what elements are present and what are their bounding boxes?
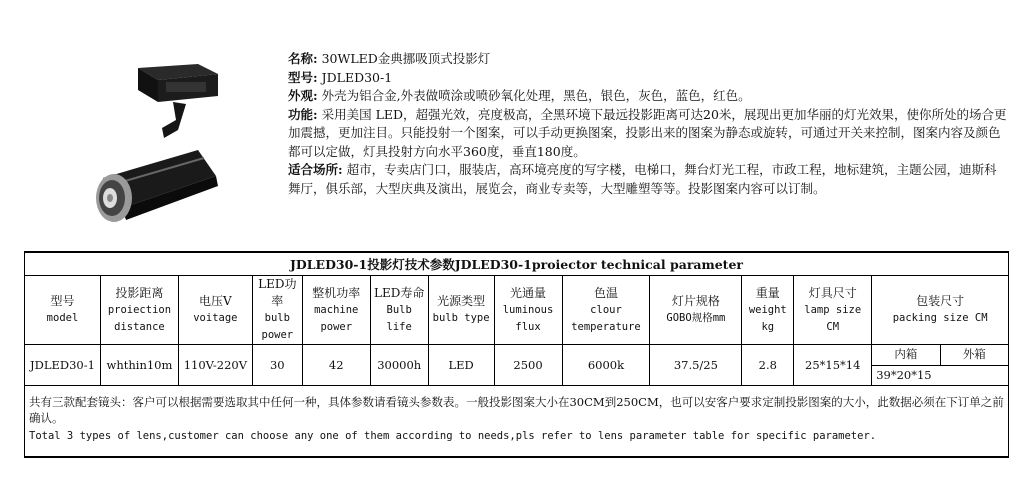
appearance-label: 外观: <box>288 88 318 103</box>
inner-box-value: 39*20*15 <box>876 367 932 382</box>
value-cell: JDLED30-1 <box>25 345 101 386</box>
venue-value: 超市，专卖店门口，服装店，高环境亮度的写字楼，电梯口，舞台灯光工程，市政工程，地标建筑，主题公园，迪斯科舞厅，俱乐部，大型庆典及演出，展览会，商业专卖等，大型雕塑等等。投影图案内容可以订制。 <box>288 162 997 196</box>
header-cell: 包装尺寸 packing size CM <box>872 276 1009 345</box>
table-title: JDLED30-1投影灯技术参数JDLED30-1proiector technical parameter <box>25 252 1009 276</box>
header-cell: 灯片规格 GOBO规格mm <box>650 276 742 345</box>
header-row <box>25 276 1009 345</box>
header-cell: 电压V voitage <box>178 276 252 345</box>
note-en: Total 3 types of lens,customer can choose any one of them according to needs,pls refer to lens parameter table for specific parameter. <box>29 430 877 442</box>
inner-box-label: 内箱 <box>872 345 940 365</box>
value-cell: 30000h <box>370 345 428 386</box>
header-cell: 光通量 luminous flux <box>494 276 562 345</box>
value-cell: 37.5/25 <box>650 345 742 386</box>
header-cell: 色温 clour temperature <box>562 276 650 345</box>
notes-cell <box>25 386 1009 458</box>
value-cell: 25*15*14 <box>794 345 872 386</box>
header-cell: LED功率 bulb power <box>252 276 302 345</box>
function-label: 功能: <box>288 106 318 122</box>
name-value: 30WLED金典挪吸顶式投影灯 <box>321 51 491 66</box>
value-cell: whthin10m <box>100 345 178 386</box>
technical-parameter-table <box>24 251 1009 458</box>
header-cell: 投影距离 proiection distance <box>100 276 178 345</box>
header-cell: 光源类型 bulb type <box>428 276 494 345</box>
value-cell: LED <box>428 345 494 386</box>
value-cell: 30 <box>252 345 302 386</box>
table-row <box>25 345 1009 386</box>
value-cell: 110V-220V <box>178 345 252 386</box>
value-cell: 2.8 <box>742 345 794 386</box>
function-value: 采用美国 LED，超强光效，亮度极高，全黑环境下最远投影距离可达20米，展现出更加华丽的灯光效果，使你所处的场合更加震撼，更加注目。只能投射一个图案，可以手动更换图案，投影出来的图案为静态或旋转，可通过开关来控制，图案内容及颜色都可以定做，灯具投射方向水平360度，垂直180度。 <box>288 106 1007 159</box>
header-cell: LED寿命 Bulb life <box>370 276 428 345</box>
note-cn: 共有三款配套镜头：客户可以根据需要选取其中任何一种，具体参数请看镜头参数表。一般投影图案大小在30CM到250CM，也可以安客户要求定制投影图案的大小，此数据必须在下订单之前确认。 <box>29 395 1004 425</box>
projector-lamp-image <box>78 58 228 238</box>
name-label: 名称: <box>288 51 318 66</box>
header-cell: 型号 model <box>25 276 101 345</box>
model-value: JDLED30-1 <box>321 69 393 85</box>
packing-cell <box>872 345 1009 386</box>
model-label: 型号: <box>288 69 318 85</box>
header-cell: 整机功率 machine power <box>302 276 370 345</box>
value-cell: 6000k <box>562 345 650 386</box>
value-cell: 42 <box>302 345 370 386</box>
venue-label: 适合场所: <box>288 162 343 177</box>
appearance-value: 外壳为铝合金,外表做喷涂或喷砂氧化处理，黑色，银色，灰色，蓝色，红色。 <box>321 88 751 103</box>
product-description <box>288 50 1008 198</box>
outer-box-label: 外箱 <box>962 347 986 362</box>
header-cell: 灯具尺寸 lamp size CM <box>794 276 872 345</box>
value-cell: 2500 <box>494 345 562 386</box>
header-cell: 重量 weight kg <box>742 276 794 345</box>
